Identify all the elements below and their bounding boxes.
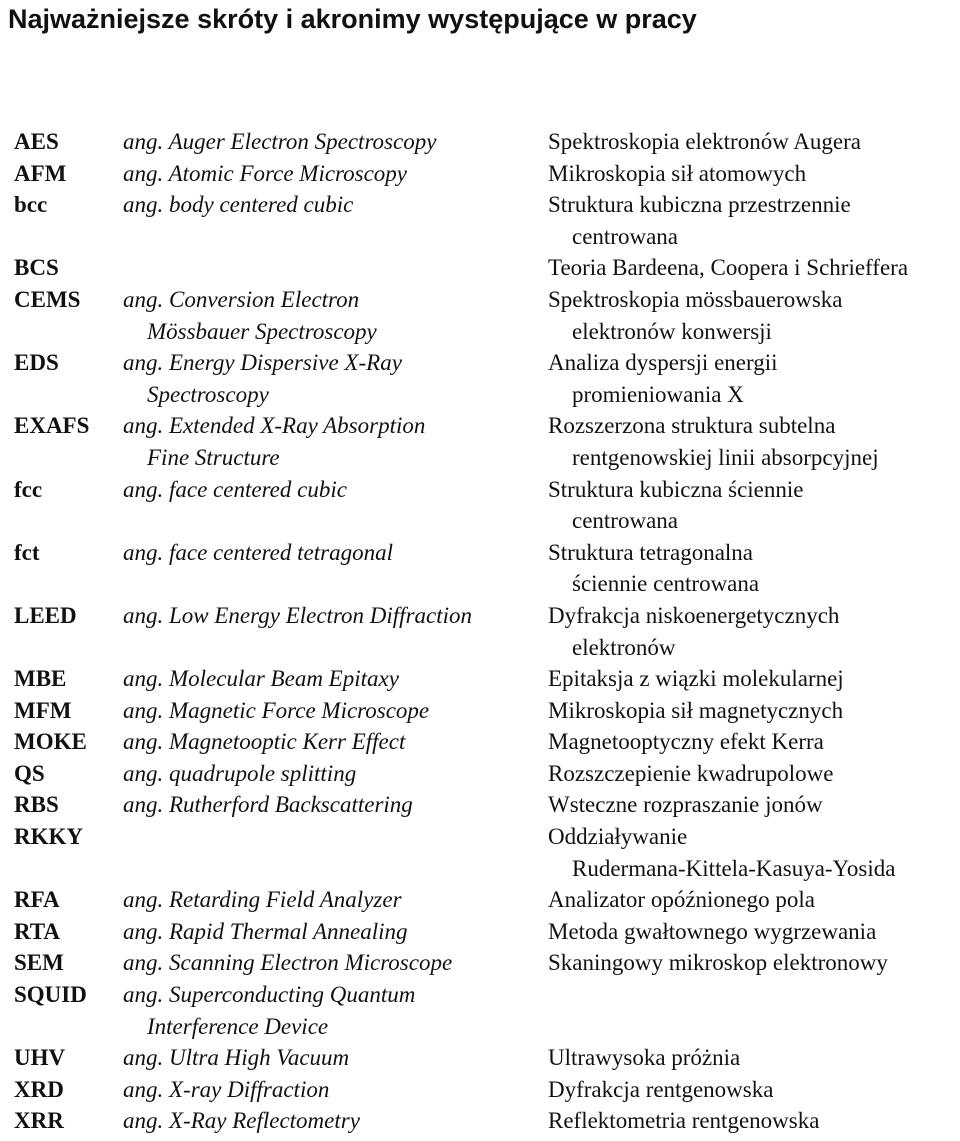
polish-term-line: Mikroskopia sił magnetycznych bbox=[548, 697, 844, 723]
english-term bbox=[123, 695, 543, 727]
english-term bbox=[123, 1074, 543, 1106]
abbreviation-entry bbox=[0, 947, 960, 979]
polish-term bbox=[548, 284, 958, 347]
abbreviation-entry bbox=[0, 126, 960, 158]
english-term-line: ang. Energy Dispersive X-Ray bbox=[123, 350, 402, 376]
polish-term-line: rentgenowskiej linii absorpcyjnej bbox=[572, 444, 879, 470]
abbreviation: RBS bbox=[14, 792, 59, 818]
english-term bbox=[123, 474, 543, 506]
polish-term-line: Metoda gwałtownego wygrzewania bbox=[548, 918, 877, 944]
abbreviation-entry bbox=[0, 758, 960, 790]
abbreviation-entry bbox=[0, 189, 960, 252]
polish-term-line: Rudermana-Kittela-Kasuya-Yosida bbox=[572, 855, 896, 881]
english-term bbox=[123, 284, 543, 347]
polish-term-line: elektronów konwersji bbox=[572, 318, 772, 344]
english-term-line: ang. Rutherford Backscattering bbox=[123, 792, 413, 818]
polish-term bbox=[548, 189, 958, 252]
abbreviation: fcc bbox=[14, 476, 43, 502]
polish-term-line: Spektroskopia elektronów Augera bbox=[548, 129, 861, 154]
english-term-line: ang. Atomic Force Microscopy bbox=[123, 160, 408, 186]
polish-term bbox=[548, 600, 958, 663]
polish-term-line: Dyfrakcja niskoenergetycznych bbox=[548, 602, 840, 628]
polish-term-line: centrowana bbox=[572, 508, 678, 534]
abbreviation: MFM bbox=[14, 697, 72, 723]
abbreviation: XRR bbox=[14, 1108, 64, 1134]
abbreviation-entry bbox=[0, 663, 960, 695]
english-term bbox=[123, 758, 543, 790]
polish-term-line: Rozszczepienie kwadrupolowe bbox=[548, 760, 834, 786]
polish-term-line: Magnetooptyczny efekt Kerra bbox=[548, 729, 824, 755]
abbreviation-entry bbox=[0, 1042, 960, 1074]
abbreviation: QS bbox=[14, 760, 45, 786]
abbreviation: bcc bbox=[14, 192, 48, 218]
abbreviation: MBE bbox=[14, 666, 67, 692]
abbreviation: LEED bbox=[14, 602, 77, 628]
abbreviation-entry bbox=[0, 158, 960, 190]
abbreviation: MOKE bbox=[14, 729, 87, 755]
abbreviation-entry bbox=[0, 789, 960, 821]
polish-term bbox=[548, 789, 958, 821]
polish-term-line: Spektroskopia mössbauerowska bbox=[548, 286, 843, 312]
polish-term-line: Analiza dyspersji energii bbox=[548, 350, 778, 376]
abbreviation-entry bbox=[0, 410, 960, 473]
english-term-line: ang. Retarding Field Analyzer bbox=[123, 887, 402, 913]
english-term bbox=[123, 789, 543, 821]
english-term-line: ang. Extended X-Ray Absorption bbox=[123, 413, 426, 439]
polish-term bbox=[548, 695, 958, 727]
abbreviation-entry bbox=[0, 537, 960, 600]
polish-term-line: Dyfrakcja rentgenowska bbox=[548, 1076, 774, 1102]
english-term-line: ang. X-Ray Reflectometry bbox=[123, 1108, 360, 1134]
english-term bbox=[123, 916, 543, 948]
english-term bbox=[123, 600, 543, 632]
polish-term bbox=[548, 947, 958, 979]
abbreviation-entry bbox=[0, 347, 960, 410]
polish-term bbox=[548, 158, 958, 190]
polish-term bbox=[548, 126, 958, 158]
polish-term-line: Struktura kubiczna przestrzennie bbox=[548, 192, 851, 218]
polish-term-line: Skaningowy mikroskop elektronowy bbox=[548, 950, 888, 976]
english-term-line: Interference Device bbox=[147, 1013, 329, 1039]
abbreviation-entry bbox=[0, 821, 960, 884]
polish-term-line: Epitaksja z wiązki molekularnej bbox=[548, 666, 844, 692]
abbreviation: UHV bbox=[14, 1045, 66, 1071]
english-term bbox=[123, 347, 543, 410]
polish-term bbox=[548, 410, 958, 473]
english-term bbox=[123, 1105, 543, 1137]
abbreviation-entry bbox=[0, 1074, 960, 1106]
polish-term bbox=[548, 252, 958, 284]
abbreviation: fct bbox=[14, 539, 40, 565]
polish-term-line: Reflektometria rentgenowska bbox=[548, 1108, 820, 1134]
polish-term-line: Oddziaływanie bbox=[548, 824, 688, 850]
english-term bbox=[123, 947, 543, 979]
polish-term bbox=[548, 884, 958, 916]
english-term-line: ang. X-ray Diffraction bbox=[123, 1076, 330, 1102]
polish-term bbox=[548, 537, 958, 600]
english-term-line: ang. Scanning Electron Microscope bbox=[123, 950, 453, 976]
abbreviation-entry bbox=[0, 916, 960, 948]
abbreviation: SQUID bbox=[14, 982, 87, 1008]
polish-term bbox=[548, 821, 958, 884]
abbreviation-entry bbox=[0, 695, 960, 727]
english-term-line: ang. Ultra High Vacuum bbox=[123, 1045, 350, 1071]
english-term bbox=[123, 1042, 543, 1074]
polish-term-line: Teoria Bardeena, Coopera i Schrieffera bbox=[548, 255, 909, 281]
english-term bbox=[123, 537, 543, 569]
english-term-line: ang. face centered cubic bbox=[123, 476, 347, 502]
abbreviation: XRD bbox=[14, 1076, 64, 1102]
english-term-line: ang. Auger Electron Spectroscopy bbox=[123, 129, 437, 154]
abbreviation: EXAFS bbox=[14, 413, 90, 439]
polish-term-line: Ultrawysoka próżnia bbox=[548, 1045, 741, 1071]
english-term bbox=[123, 126, 543, 158]
english-term-line: ang. face centered tetragonal bbox=[123, 539, 393, 565]
english-term bbox=[123, 726, 543, 758]
abbreviation-entry bbox=[0, 726, 960, 758]
abbreviation: CEMS bbox=[14, 286, 81, 312]
abbreviation-entry bbox=[0, 284, 960, 347]
polish-term-line: Mikroskopia sił atomowych bbox=[548, 160, 807, 186]
abbreviation-entry bbox=[0, 1105, 960, 1137]
polish-term bbox=[548, 663, 958, 695]
abbreviation-table bbox=[0, 126, 960, 1137]
polish-term-line: Rozszerzona struktura subtelna bbox=[548, 413, 836, 439]
english-term bbox=[123, 158, 543, 190]
english-term bbox=[123, 410, 543, 473]
abbreviation-entry bbox=[0, 884, 960, 916]
page-title: Najważniejsze skróty i akronimy występujące w pracy bbox=[8, 4, 697, 34]
abbreviation: BCS bbox=[14, 255, 59, 281]
polish-term bbox=[548, 347, 958, 410]
english-term-line: Fine Structure bbox=[147, 444, 280, 470]
abbreviation: RTA bbox=[14, 918, 61, 944]
abbreviation-entry bbox=[0, 252, 960, 284]
english-term bbox=[123, 979, 543, 1042]
polish-term-line: Analizator opóźnionego pola bbox=[548, 887, 815, 913]
english-term-line: ang. Superconducting Quantum bbox=[123, 982, 416, 1008]
abbreviation: AFM bbox=[14, 160, 67, 186]
english-term-line: ang. Molecular Beam Epitaxy bbox=[123, 666, 399, 692]
polish-term bbox=[548, 1042, 958, 1074]
polish-term-line: Struktura kubiczna ściennie bbox=[548, 476, 804, 502]
polish-term-line: elektronów bbox=[572, 634, 676, 660]
english-term bbox=[123, 884, 543, 916]
english-term-line: ang. Conversion Electron bbox=[123, 286, 360, 312]
polish-term bbox=[548, 916, 958, 948]
polish-term-line: promieniowania X bbox=[572, 381, 744, 407]
abbreviation: EDS bbox=[14, 350, 59, 376]
polish-term bbox=[548, 758, 958, 790]
english-term-line: Spectroscopy bbox=[147, 381, 269, 407]
abbreviation: RFA bbox=[14, 887, 60, 913]
polish-term-line: ściennie centrowana bbox=[572, 571, 760, 597]
abbreviation-entry bbox=[0, 600, 960, 663]
abbreviation: RKKY bbox=[14, 824, 83, 850]
polish-term-line: centrowana bbox=[572, 223, 678, 249]
polish-term-line: Wsteczne rozpraszanie jonów bbox=[548, 792, 823, 818]
english-term-line: ang. body centered cubic bbox=[123, 192, 354, 218]
abbreviation-entry bbox=[0, 979, 960, 1042]
english-term bbox=[123, 663, 543, 695]
abbreviation: SEM bbox=[14, 950, 64, 976]
polish-term-line: Struktura tetragonalna bbox=[548, 539, 754, 565]
polish-term bbox=[548, 1074, 958, 1106]
english-term-line: ang. Magnetic Force Microscope bbox=[123, 697, 430, 723]
english-term-line: ang. Low Energy Electron Diffraction bbox=[123, 602, 473, 628]
english-term-line: ang. Magnetooptic Kerr Effect bbox=[123, 729, 406, 755]
english-term-line: ang. Rapid Thermal Annealing bbox=[123, 918, 408, 944]
polish-term bbox=[548, 726, 958, 758]
english-term-line: ang. quadrupole splitting bbox=[123, 760, 357, 786]
abbreviation: AES bbox=[14, 129, 59, 154]
polish-term bbox=[548, 474, 958, 537]
polish-term bbox=[548, 1105, 958, 1137]
english-term bbox=[123, 189, 543, 221]
english-term-line: Mössbauer Spectroscopy bbox=[147, 318, 377, 344]
abbreviation-entry bbox=[0, 474, 960, 537]
